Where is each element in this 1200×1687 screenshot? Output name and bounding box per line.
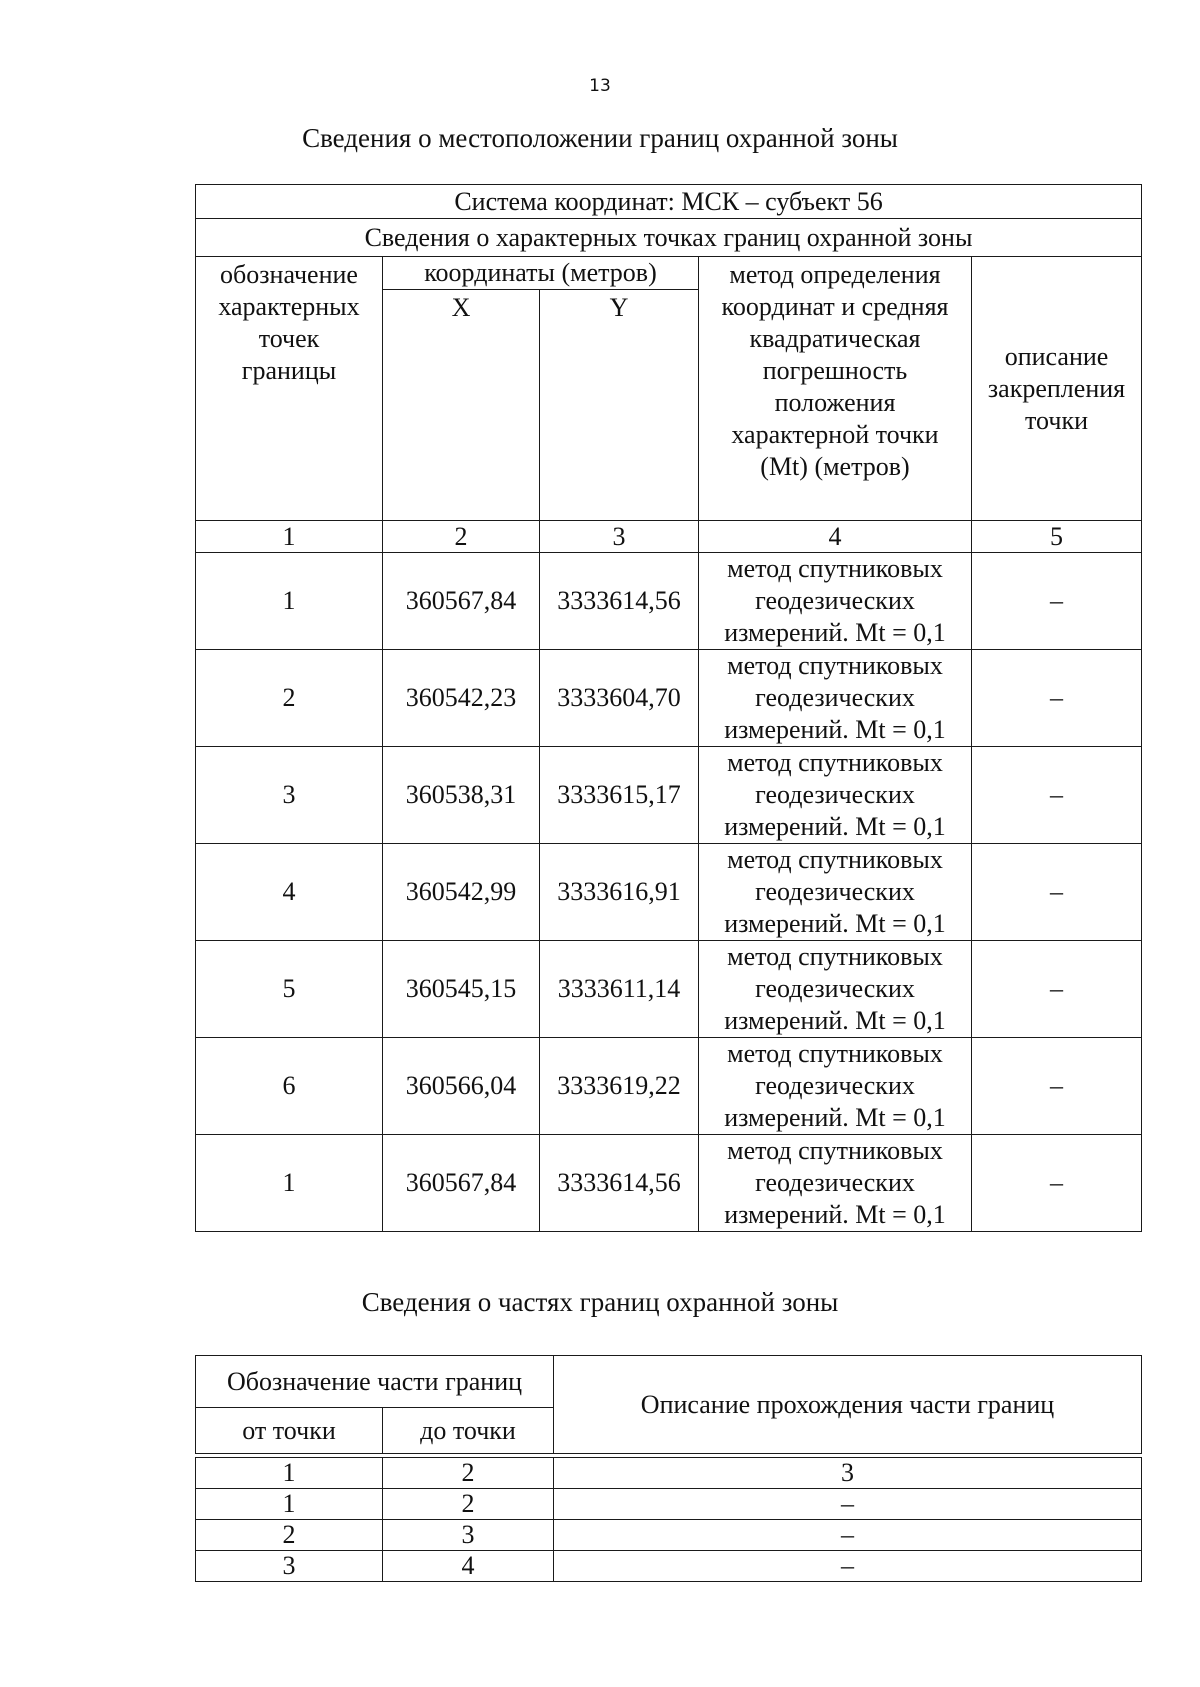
point-id-cell: 6 [196, 1038, 383, 1135]
header-method-line: характерной точки [731, 420, 939, 449]
point-id-cell: 2 [196, 650, 383, 747]
header-description-line: точки [1025, 405, 1088, 435]
column-number: 2 [383, 521, 540, 553]
table-row [196, 1135, 1142, 1232]
fixing-description-cell: – [972, 650, 1142, 747]
method-line: измерений. Mt = 0,1 [724, 1103, 946, 1132]
header-method [699, 257, 972, 521]
table-row [196, 650, 1142, 747]
fixing-description-cell: – [972, 747, 1142, 844]
table-row [196, 941, 1142, 1038]
method-line: измерений. Mt = 0,1 [724, 909, 946, 938]
method-line: геодезических [755, 1168, 915, 1197]
method-cell [699, 650, 972, 747]
section-heading-boundary-parts: Сведения о частях границ охранной зоны [361, 1287, 839, 1317]
column-number: 5 [972, 521, 1142, 553]
column-number: 4 [699, 521, 972, 553]
header-description-line: закрепления [987, 373, 1126, 403]
y-coord-cell: 3333611,14 [540, 941, 699, 1038]
header-to-point: до точки [383, 1408, 554, 1454]
method-cell [699, 747, 972, 844]
point-id-cell: 5 [196, 941, 383, 1038]
method-line: метод спутниковых [727, 1039, 943, 1068]
header-designation-line: точек [258, 324, 320, 353]
coord-system-cell: Система координат: МСК – субъект 56 [196, 185, 1142, 219]
x-coord-cell: 360567,84 [383, 1135, 540, 1232]
x-coord-cell: 360567,84 [383, 553, 540, 650]
method-line: измерений. Mt = 0,1 [724, 618, 946, 647]
y-coord-cell: 3333615,17 [540, 747, 699, 844]
fixing-description-cell: – [972, 1038, 1142, 1135]
method-cell [699, 1038, 972, 1135]
page-number: 13 [589, 76, 611, 96]
header-method-line: (Mt) (метров) [760, 452, 910, 481]
table-row [196, 747, 1142, 844]
method-line: метод спутниковых [727, 748, 943, 777]
header-description [972, 257, 1142, 521]
boundary-parts-table [195, 1355, 1142, 1582]
column-number: 1 [196, 521, 383, 553]
column-number: 2 [383, 1458, 554, 1489]
section-heading-boundary-location: Сведения о местоположении границ охранной зоны [302, 123, 898, 153]
x-coord-cell: 360566,04 [383, 1038, 540, 1135]
points-info-cell: Сведения о характерных точках границ охранной зоны [196, 219, 1142, 257]
method-line: метод спутниковых [727, 845, 943, 874]
method-line: геодезических [755, 683, 915, 712]
from-point-cell: 3 [196, 1551, 383, 1582]
x-coord-cell: 360542,23 [383, 650, 540, 747]
method-line: измерений. Mt = 0,1 [724, 1006, 946, 1035]
table-row [196, 1520, 1142, 1551]
method-line: метод спутниковых [727, 554, 943, 583]
to-point-cell: 3 [383, 1520, 554, 1551]
header-y: Y [540, 290, 699, 521]
method-cell [699, 553, 972, 650]
fixing-description-cell: – [972, 1135, 1142, 1232]
method-line: геодезических [755, 974, 915, 1003]
header-method-line: квадратическая [749, 324, 921, 353]
from-point-cell: 1 [196, 1489, 383, 1520]
table-row [196, 553, 1142, 650]
part-description-cell: – [554, 1489, 1142, 1520]
method-line: геодезических [755, 877, 915, 906]
header-method-line: положения [774, 388, 896, 417]
x-coord-cell: 360542,99 [383, 844, 540, 941]
header-designation [196, 257, 383, 521]
y-coord-cell: 3333604,70 [540, 650, 699, 747]
header-method-line: координат и средняя [721, 292, 949, 321]
y-coord-cell: 3333619,22 [540, 1038, 699, 1135]
column-number: 3 [540, 521, 699, 553]
header-from-point: от точки [196, 1408, 383, 1454]
table-row [196, 1551, 1142, 1582]
header-method-line: метод определения [729, 260, 941, 289]
method-line: геодезических [755, 1071, 915, 1100]
header-x: X [383, 290, 540, 521]
fixing-description-cell: – [972, 941, 1142, 1038]
point-id-cell: 1 [196, 1135, 383, 1232]
method-cell [699, 941, 972, 1038]
to-point-cell: 2 [383, 1489, 554, 1520]
header-part-designation: Обозначение части границ [196, 1356, 554, 1408]
to-point-cell: 4 [383, 1551, 554, 1582]
column-number: 3 [554, 1458, 1142, 1489]
y-coord-cell: 3333614,56 [540, 553, 699, 650]
method-line: геодезических [755, 586, 915, 615]
fixing-description-cell: – [972, 553, 1142, 650]
header-part-description: Описание прохождения части границ [554, 1356, 1142, 1454]
method-line: измерений. Mt = 0,1 [724, 1200, 946, 1229]
method-cell [699, 844, 972, 941]
part-description-cell: – [554, 1520, 1142, 1551]
header-designation-line: границы [241, 356, 337, 385]
method-cell [699, 1135, 972, 1232]
table-row [196, 844, 1142, 941]
method-line: измерений. Mt = 0,1 [724, 715, 946, 744]
point-id-cell: 4 [196, 844, 383, 941]
method-line: метод спутниковых [727, 1136, 943, 1165]
table-row [196, 1038, 1142, 1135]
column-number: 1 [196, 1458, 383, 1489]
from-point-cell: 2 [196, 1520, 383, 1551]
header-method-line: погрешность [762, 356, 908, 385]
characteristic-points-table [195, 184, 1142, 1232]
method-line: геодезических [755, 780, 915, 809]
x-coord-cell: 360545,15 [383, 941, 540, 1038]
method-line: метод спутниковых [727, 942, 943, 971]
method-line: метод спутниковых [727, 651, 943, 680]
header-designation-line: обозначение [220, 260, 358, 289]
point-id-cell: 3 [196, 747, 383, 844]
header-designation-line: характерных [218, 292, 360, 321]
y-coord-cell: 3333614,56 [540, 1135, 699, 1232]
point-id-cell: 1 [196, 553, 383, 650]
header-coordinates: координаты (метров) [383, 257, 699, 290]
column-number-row [196, 521, 1142, 553]
column-number-row [196, 1458, 1142, 1489]
part-description-cell: – [554, 1551, 1142, 1582]
table-row [196, 1489, 1142, 1520]
x-coord-cell: 360538,31 [383, 747, 540, 844]
fixing-description-cell: – [972, 844, 1142, 941]
method-line: измерений. Mt = 0,1 [724, 812, 946, 841]
y-coord-cell: 3333616,91 [540, 844, 699, 941]
header-description-line: описание [1004, 341, 1109, 371]
